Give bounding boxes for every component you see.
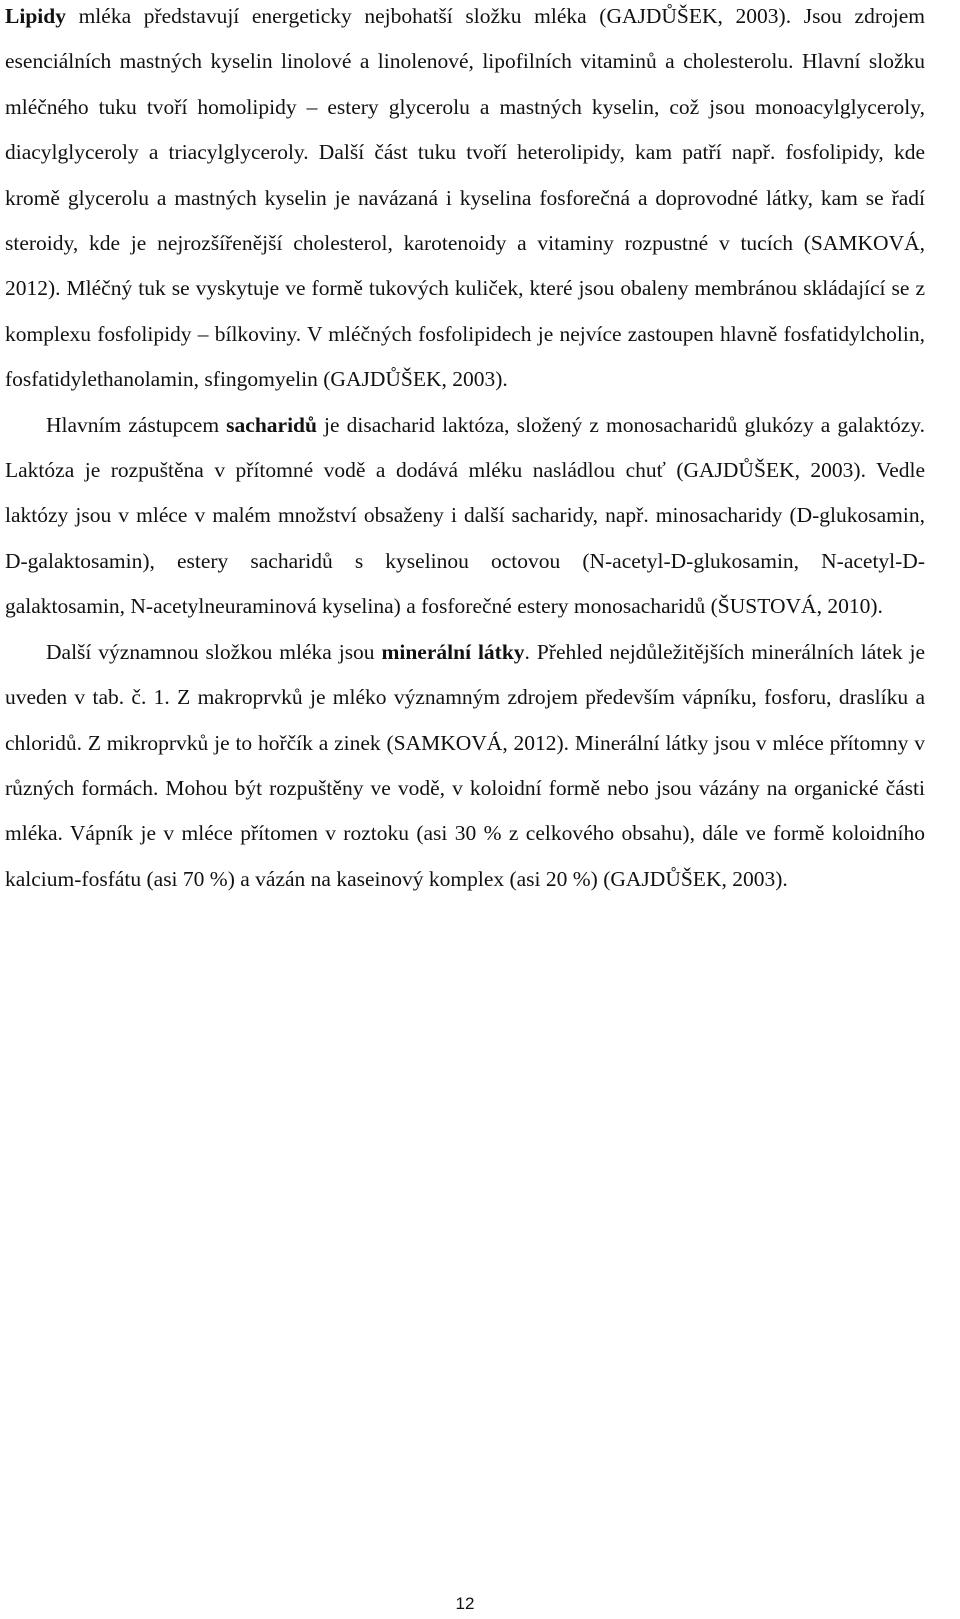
paragraph-text: je disacharid laktóza, složený z monosacharidů glukózy a galaktózy. Laktóza je rozpuštěna v přítomné vodě a dodává mléku nasládlou chuť (GAJDŮŠEK, 2003). Vedle laktózy jsou v mléce v malém množství obsaženy i další sacharidy, např. minosacharidy (D-glukosamin, D-galaktosamin), estery sacharidů s kyselinou octovou (N-acetyl-D-glukosamin, N-acetyl-D-galaktosamin, N-acetylneuraminová kyselina) a fosforečné estery monosacharidů (ŠUSTOVÁ, 2010). (5, 412, 925, 619)
term-mineralni-latky: minerální látky (381, 639, 525, 664)
page-number: 12 (455, 1594, 475, 1613)
paragraph-text: Další významnou složkou mléka jsou (46, 639, 382, 664)
paragraph-text: . Přehled nejdůležitějších minerálních látek je uveden v tab. č. 1. Z makroprvků je mléko významným zdrojem především vápníku, fosforu, draslíku a chloridů. Z mikroprvků je to hořčík a zinek (SAMKOVÁ, 2012). Minerální látky jsou v mléce přítomny v různých formách. Mohou být rozpuštěny ve vodě, v koloidní formě nebo jsou vázány na organické části mléka. Vápník je v mléce přítomen v roztoku (asi 30 % z celkového obsahu), dále ve formě koloidního kalcium-fosfátu (asi 70 %) a vázán na kaseinový komplex (asi 20 %) (GAJDŮŠEK, 2003). (5, 639, 926, 891)
paragraph-lipidy (5, 0, 925, 403)
paragraph-sacharidy (5, 403, 925, 630)
term-lipidy: Lipidy (5, 4, 66, 28)
paragraph-mineralni-latky (5, 630, 925, 902)
paragraph-text: Hlavním zástupcem (46, 412, 227, 437)
document-body (5, 0, 925, 902)
term-sacharidu: sacharidů (226, 412, 317, 437)
paragraph-text: mléka představují energeticky nejbohatší složku mléka (GAJDŮŠEK, 2003). Jsou zdrojem esenciálních mastných kyselin linolové a linolenové, lipofilních vitaminů a cholesterolu. Hlavní složku mléčného tuku tvoří homolipidy – estery glycerolu a mastných kyselin, což jsou monoacylglyceroly, diacylglyceroly a triacylglyceroly. Další část tuku tvoří heterolipidy, kam patří např. fosfolipidy, kde kromě glycerolu a mastných kyselin je navázaná i kyselina fosforečná a doprovodné látky, kam se řadí steroidy, kde je nejrozšířenější cholesterol, karotenoidy a vitaminy rozpustné v tucích (SAMKOVÁ, 2012). Mléčný tuk se vyskytuje ve formě tukových kuliček, které jsou obaleny membránou skládající se z komplexu fosfolipidy – bílkoviny. V mléčných fosfolipidech je nejvíce zastoupen hlavně fosfatidylcholin, fosfatidylethanolamin, sfingomyelin (GAJDŮŠEK, 2003). (5, 4, 925, 392)
